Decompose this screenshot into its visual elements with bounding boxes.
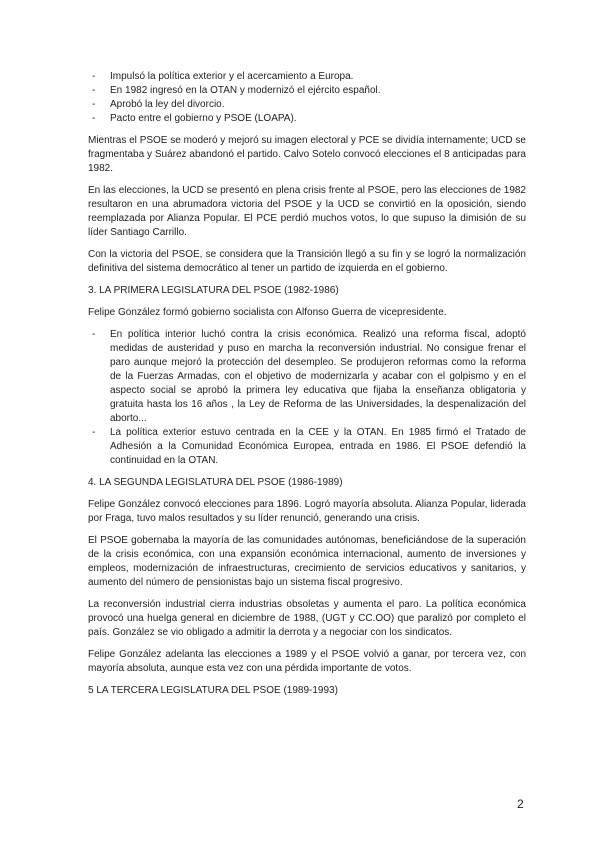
- paragraph-ucd-fragmentation: Mientras el PSOE se moderó y mejoró su imagen electoral y PCE se dividía internamente; UCD se fragmentaba y Suárez abandonó el partido. Calvo Sotelo convocó elecciones el 8 anticipadas para 1982.: [88, 135, 526, 174]
- paragraph-gonzalez-government: Felipe González formó gobierno socialista con Alfonso Guerra de vicepresidente.: [88, 307, 447, 318]
- section-heading-5: 5 LA TERCERA LEGISLATURA DEL PSOE (1989-1993): [88, 685, 338, 696]
- page-number: 2: [517, 797, 524, 811]
- list-item: - En 1982 ingresó en la OTAN y modernizó el ejército español.: [88, 84, 526, 98]
- list-item: - La política exterior estuvo centrada en la CEE y la OTAN. En 1985 firmó el Tratado de Adhesión a la Comunidad Económica Europea, entrada en 1986. El PSOE defendió la continuidad en la OTAN.: [88, 426, 526, 468]
- section-heading-3: 3. LA PRIMERA LEGISLATURA DEL PSOE (1982-1986): [88, 285, 339, 296]
- paragraph-autonomous-communities: El PSOE gobernaba la mayoría de las comunidades autónomas, beneficiándose de la superación de la crisis económica, con una expansión económica internacional, aumento de inversiones y empleos, modernización de infraestructuras, crecimiento de servicios educativos y sanitarios, y aumento del número de pensionistas bajo un sistema fiscal progresivo.: [88, 535, 526, 588]
- paragraph-1989-elections: Felipe González adelanta las elecciones a 1989 y el PSOE volvió a ganar, por tercera vez, con mayoría absoluta, aunque esta vez con una pérdida importante de votos.: [88, 649, 526, 674]
- paragraph-transition-end: Con la victoria del PSOE, se considera que la Transición llegó a su fin y se logró la normalización definitiva del sistema democrático al tener un partido de izquierda en el gobierno.: [88, 249, 526, 274]
- paragraph-1982-elections: En las elecciones, la UCD se presentó en plena crisis frente al PSOE, pero las elecciones de 1982 resultaron en una abrumadora victoria del PSOE y la UCD se convirtió en la oposición, siendo reemplazada por Alianza Popular. El PCE perdió muchos votos, lo que supuso la dimisión de su líder Santiago Carrillo.: [88, 185, 526, 238]
- policy-bullet-list: [88, 70, 526, 126]
- page-content: [88, 70, 526, 706]
- list-item: - En política interior luchó contra la crisis económica. Realizó una reforma fiscal, adoptó medidas de austeridad y puso en marcha la reconversión industrial. No consigue frenar el paro aunque mejoró la protección del desempleo. Se produjeron reformas como la reforma de la Fuerzas Armadas, con el objetivo de modernizarla y acabar con el golpismo y en el aspecto social se aprobó la primera ley educativa que fijaba la enseñanza obligatoria y gratuita hasta los 16 años , la Ley de Reforma de las Universidades, la despenalización del aborto...: [88, 328, 526, 426]
- list-item: - Pacto entre el gobierno y PSOE (LOAPA).: [88, 112, 526, 126]
- paragraph-industrial-reconversion: La reconversión industrial cierra industrias obsoletas y aumenta el paro. La política económica provocó una huelga general en diciembre de 1988, (UGT y CC.OO) que paralizó por completo el país. González se vio obligado a admitir la derrota y a negociar con los sindicatos.: [88, 599, 526, 638]
- list-item: - Aprobó la ley del divorcio.: [88, 98, 526, 112]
- first-legislature-bullet-list: [88, 328, 526, 468]
- list-item: - Impulsó la política exterior y el acercamiento a Europa.: [88, 70, 526, 84]
- section-heading-4: 4. LA SEGUNDA LEGISLATURA DEL PSOE (1986-1989): [88, 477, 343, 488]
- paragraph-absolute-majority: Felipe González convocó elecciones para 1896. Logró mayoría absoluta. Alianza Popular, liderada por Fraga, tuvo malos resultados y su líder renunció, generando una crisis.: [88, 499, 526, 524]
